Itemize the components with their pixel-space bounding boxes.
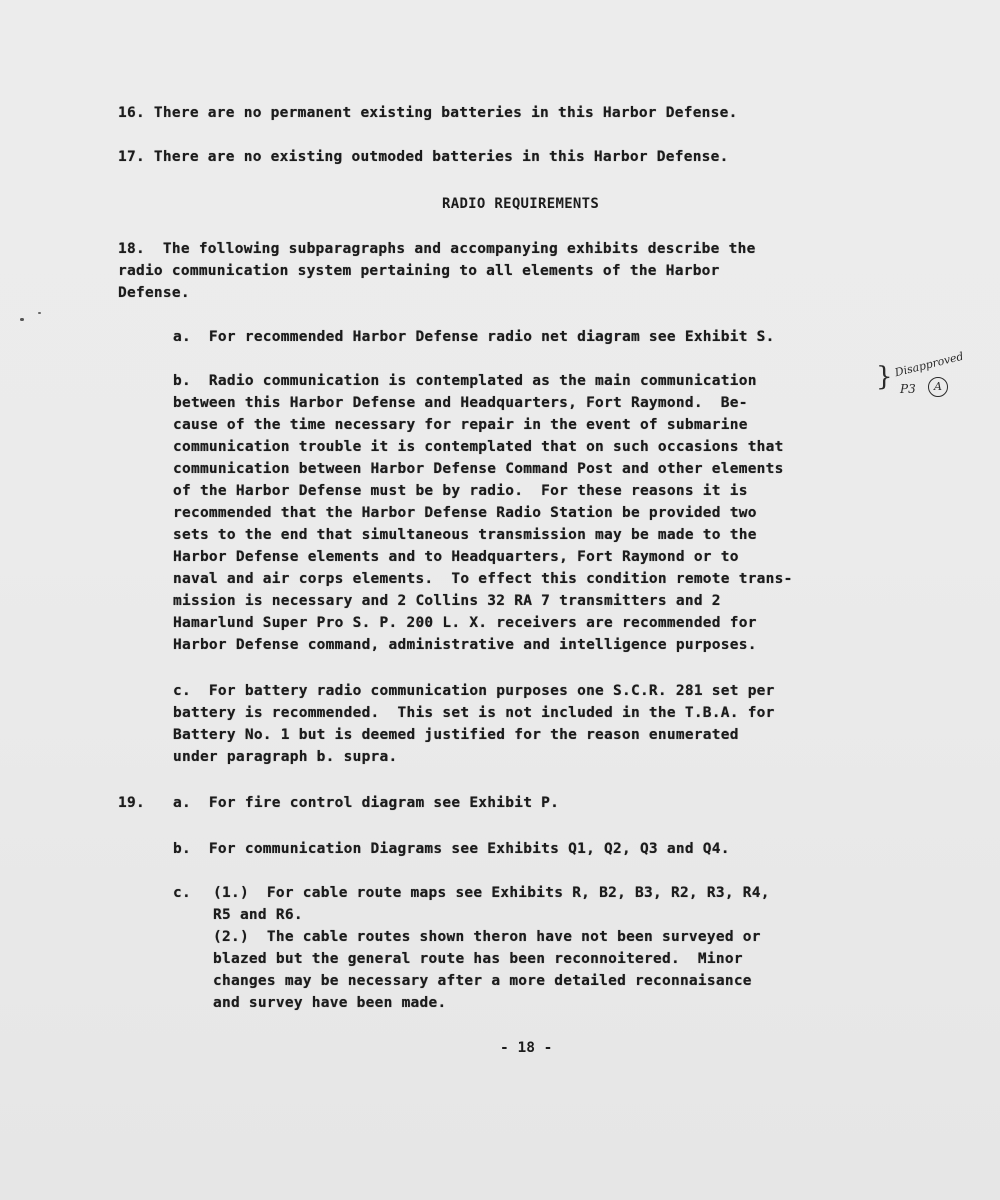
subparagraph-18b-line: cause of the time necessary for repair in the event of submarine: [173, 417, 748, 433]
paragraph-19-number: 19.: [118, 795, 145, 811]
subparagraph-18c-line: under paragraph b. supra.: [173, 749, 398, 765]
subparagraph-18b-line: communication trouble it is contemplated that on such occasions that: [173, 439, 784, 455]
subparagraph-18c-line: battery is recommended. This set is not included in the T.B.A. for: [173, 705, 775, 721]
subparagraph-18c-line: c. For battery radio communication purposes one S.C.R. 281 set per: [173, 683, 775, 699]
subparagraph-18b-line: Hamarlund Super Pro S. P. 200 L. X. receivers are recommended for: [173, 615, 757, 631]
subparagraph-18b-line: recommended that the Harbor Defense Radio Station be provided two: [173, 505, 757, 521]
subparagraph-18c-line: Battery No. 1 but is deemed justified for the reason enumerated: [173, 727, 739, 743]
subparagraph-19b: b. For communication Diagrams see Exhibits Q1, Q2, Q3 and Q4.: [173, 841, 730, 857]
subparagraph-19c-line: changes may be necessary after a more detailed reconnaisance: [213, 973, 752, 989]
subparagraph-19c-line: R5 and R6.: [213, 907, 303, 923]
subparagraph-18b-line: b. Radio communication is contemplated as the main communication: [173, 373, 757, 389]
subparagraph-19a: a. For fire control diagram see Exhibit P.: [173, 795, 560, 811]
handwritten-margin-note: [876, 349, 986, 418]
subparagraph-19c-letter: c.: [173, 885, 191, 901]
ink-speck: [38, 312, 41, 314]
paragraph-18-line: Defense.: [118, 285, 190, 301]
subparagraph-18b-line: Harbor Defense elements and to Headquarters, Fort Raymond or to: [173, 549, 739, 565]
subparagraph-18b-line: mission is necessary and 2 Collins 32 RA 7 transmitters and 2: [173, 593, 721, 609]
margin-note-text: Disapproved: [893, 349, 965, 380]
subparagraph-18b-line: naval and air corps elements. To effect this condition remote trans-: [173, 571, 793, 587]
margin-note-circled-letter: A: [928, 377, 948, 397]
margin-note-text: P3: [900, 382, 916, 396]
brace-mark: }: [876, 362, 893, 392]
paragraph-17: 17. There are no existing outmoded batteries in this Harbor Defense.: [118, 149, 729, 165]
paragraph-18-line: 18. The following subparagraphs and accompanying exhibits describe the: [118, 241, 756, 257]
subparagraph-18b-line: communication between Harbor Defense Command Post and other elements: [173, 461, 784, 477]
ink-speck: [20, 318, 24, 321]
section-heading: RADIO REQUIREMENTS: [442, 196, 600, 212]
paragraph-16: 16. There are no permanent existing batteries in this Harbor Defense.: [118, 105, 738, 121]
subparagraph-19c-line: and survey have been made.: [213, 995, 447, 1011]
subparagraph-19c-line: blazed but the general route has been reconnoitered. Minor: [213, 951, 743, 967]
subparagraph-18a: a. For recommended Harbor Defense radio net diagram see Exhibit S.: [173, 329, 775, 345]
page-number: - 18 -: [500, 1040, 553, 1056]
subparagraph-18b-line: Harbor Defense command, administrative and intelligence purposes.: [173, 637, 757, 653]
subparagraph-19c-line: (2.) The cable routes shown theron have not been surveyed or: [213, 929, 761, 945]
subparagraph-18b-line: sets to the end that simultaneous transmission may be made to the: [173, 527, 757, 543]
subparagraph-18b-line: of the Harbor Defense must be by radio. For these reasons it is: [173, 483, 748, 499]
paragraph-18-line: radio communication system pertaining to all elements of the Harbor: [118, 263, 720, 279]
subparagraph-19c-line: (1.) For cable route maps see Exhibits R, B2, B3, R2, R3, R4,: [213, 885, 770, 901]
subparagraph-18b-line: between this Harbor Defense and Headquarters, Fort Raymond. Be-: [173, 395, 748, 411]
